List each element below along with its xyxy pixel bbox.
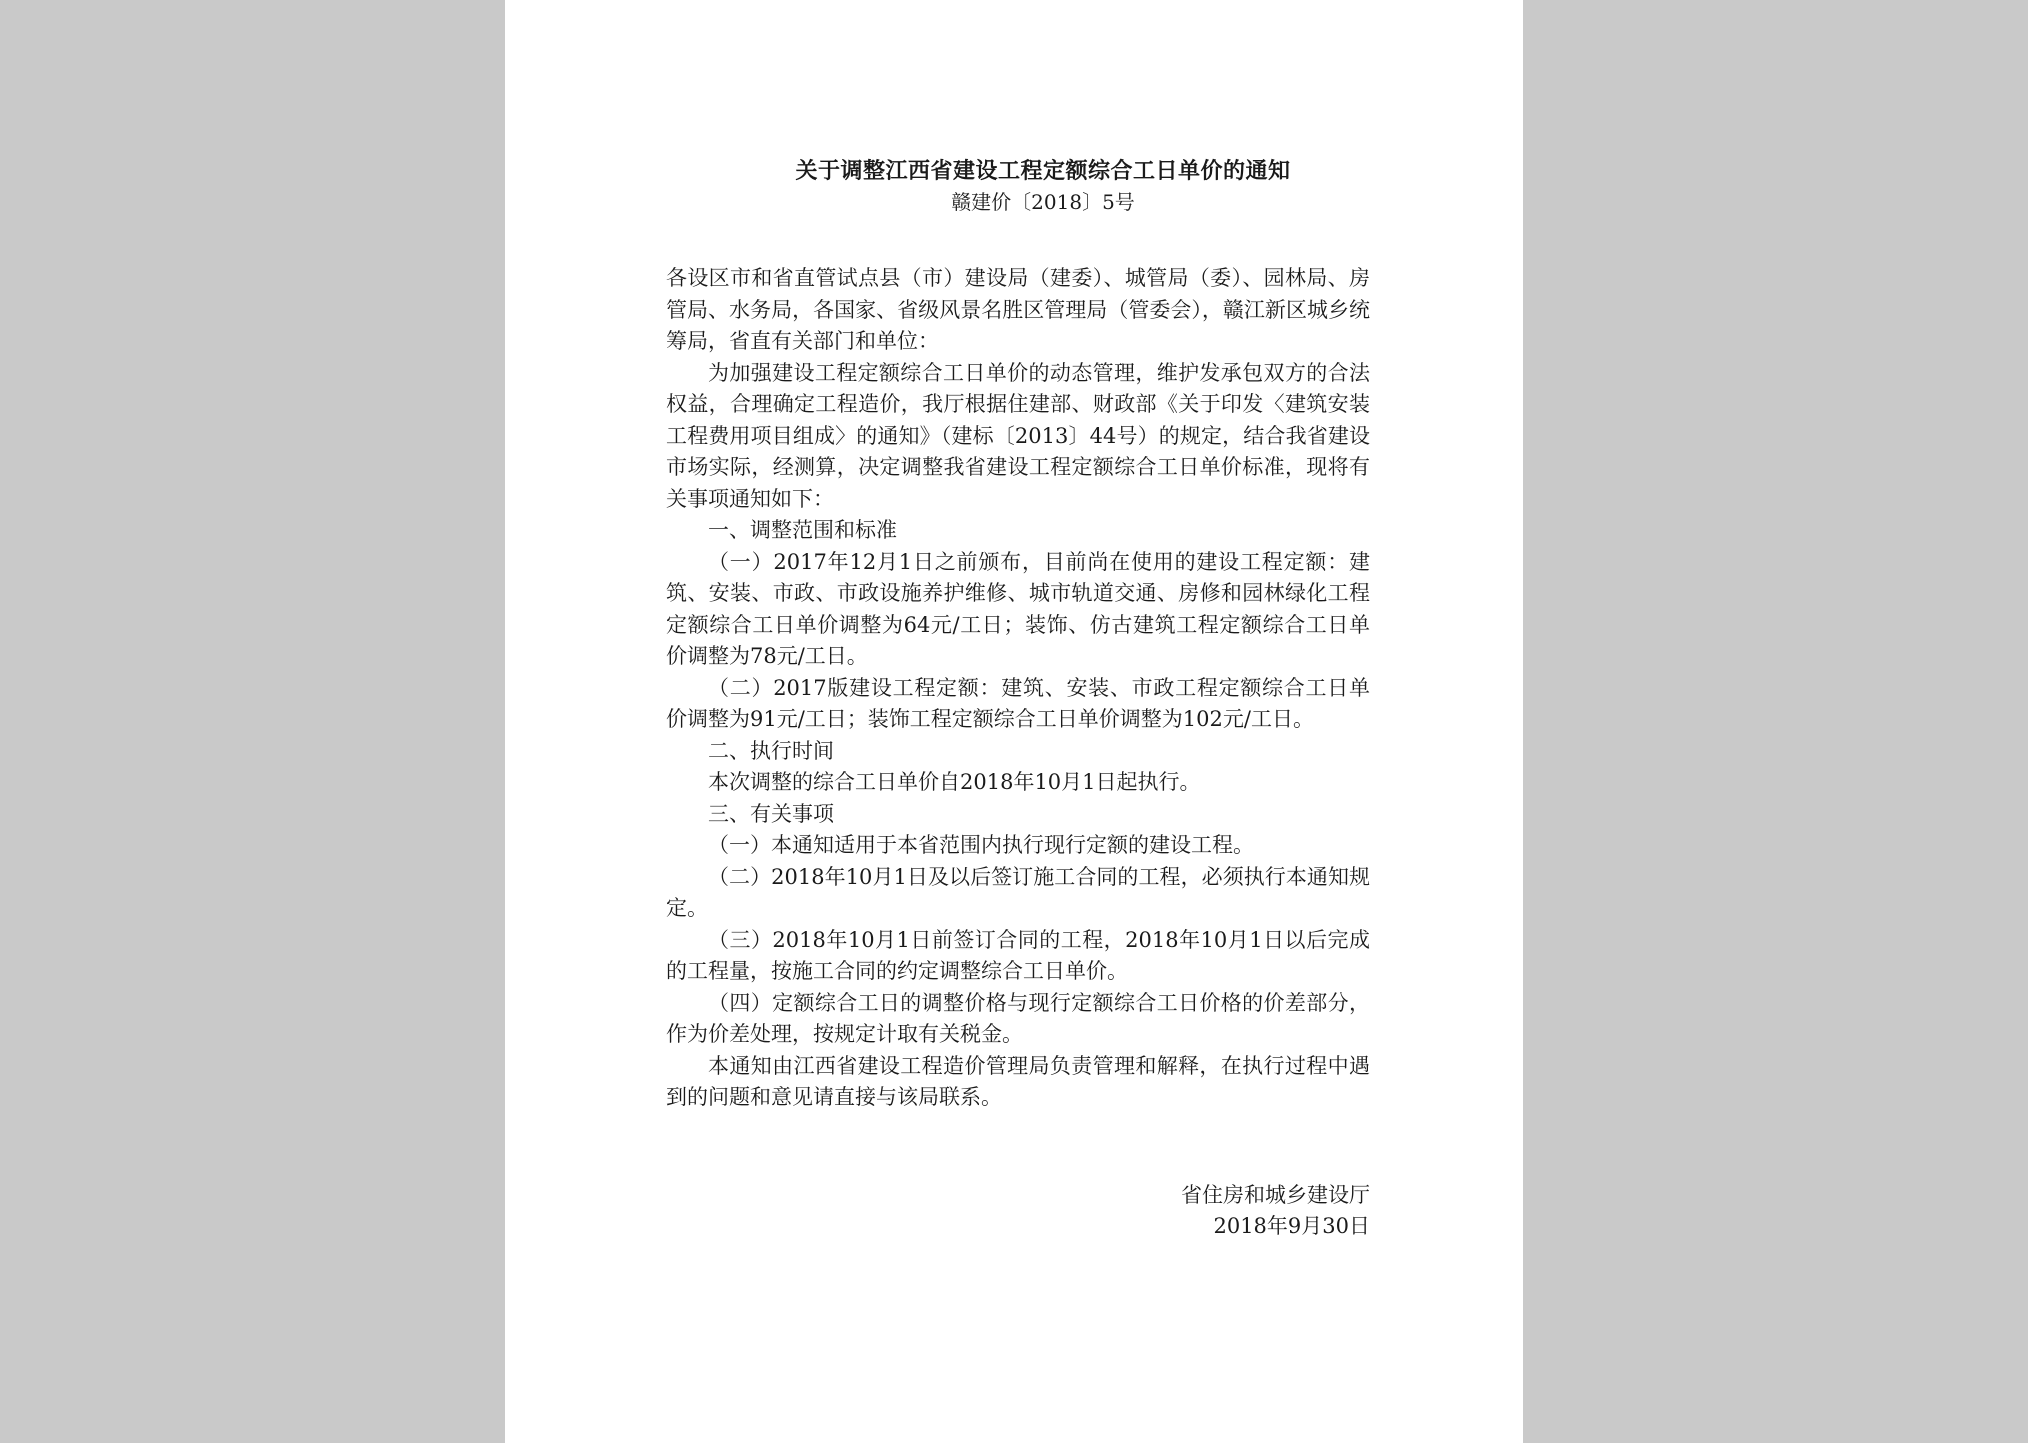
closing-paragraph: 本通知由江西省建设工程造价管理局负责管理和解释，在执行过程中遇到的问题和意见请直接与该局联系。 [666, 1053, 1370, 1109]
section3-item1: （一）本通知适用于本省范围内执行现行定额的建设工程。 [708, 833, 1254, 857]
section2-heading: 二、执行时间 [708, 738, 834, 763]
issue-date: 2018年9月30日 [1213, 1213, 1370, 1238]
page-content [666, 155, 1370, 1242]
section1-item2: （二）2017版建设工程定额：建筑、安装、市政工程定额综合工日单价调整为91元/工日；装饰工程定额综合工日单价调整为102元/工日。 [666, 675, 1370, 731]
section2-text: 本次调整的综合工日单价自2018年10月1日起执行。 [708, 770, 1201, 794]
intro-paragraph: 为加强建设工程定额综合工日单价的动态管理，维护发承包双方的合法权益，合理确定工程造价，我厅根据住建部、财政部《关于印发〈建筑安装工程费用项目组成〉的通知》（建标〔2013〕44号）的规定，结合我省建设市场实际，经测算，决定调整我省建设工程定额综合工日单价标准，现将有关事项通知如下： [666, 360, 1370, 511]
document-page [505, 0, 1523, 1443]
section3-heading: 三、有关事项 [708, 801, 834, 826]
document-body [666, 263, 1370, 1114]
section3-item2: （二）2018年10月1日及以后签订施工合同的工程，必须执行本通知规定。 [666, 864, 1370, 920]
document-number: 赣建价〔2018〕5号 [951, 190, 1135, 214]
signature-block [666, 1180, 1370, 1242]
addressee: 各设区市和省直管试点县（市）建设局（建委）、城管局（委）、园林局、房管局、水务局，各国家、省级风景名胜区管理局（管委会），赣江新区城乡统筹局，省直有关部门和单位： [666, 266, 1370, 353]
section3-item4: （四）定额综合工日的调整价格与现行定额综合工日价格的价差部分，作为价差处理，按规定计取有关税金。 [666, 990, 1370, 1046]
issuer-name: 省住房和城乡建设厅 [1181, 1182, 1370, 1207]
section1-heading: 一、调整范围和标准 [708, 518, 897, 542]
document-title: 关于调整江西省建设工程定额综合工日单价的通知 [795, 158, 1291, 184]
section3-item3: （三）2018年10月1日前签订合同的工程，2018年10月1日以后完成的工程量，按施工合同的约定调整综合工日单价。 [666, 927, 1370, 983]
section1-item1: （一）2017年12月1日之前颁布，目前尚在使用的建设工程定额：建筑、安装、市政、市政设施养护维修、城市轨道交通、房修和园林绿化工程定额综合工日单价调整为64元/工日；装饰、仿古建筑工程定额综合工日单价调整为78元/工日。 [666, 549, 1370, 668]
